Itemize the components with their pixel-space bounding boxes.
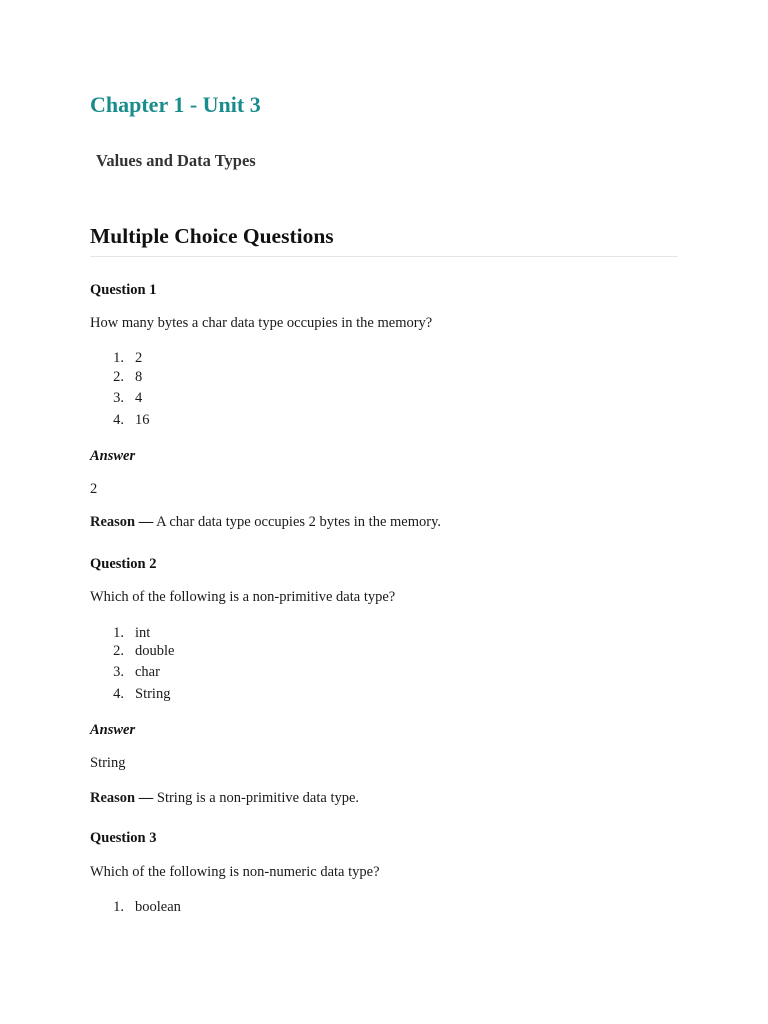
option-number: 1.: [113, 899, 124, 915]
option-text: int: [135, 625, 151, 641]
reason-text: A char data type occupies 2 bytes in the memory.: [153, 514, 442, 530]
option-number: 4.: [113, 412, 124, 428]
question-1-reason: [90, 513, 441, 531]
option-text: 2: [135, 350, 143, 366]
question-2-heading: Question 2: [90, 556, 157, 572]
question-1-heading: Question 1: [90, 282, 157, 298]
section-divider: [90, 256, 678, 257]
option-number: 2.: [113, 369, 124, 385]
question-2-reason: [90, 789, 359, 807]
option-number: 1.: [113, 350, 124, 366]
section-title: Multiple Choice Questions: [90, 224, 334, 248]
option-number: 1.: [113, 625, 124, 641]
question-3-text: Which of the following is non-numeric data type?: [90, 864, 380, 880]
option-text: 8: [135, 369, 143, 385]
option-number: 3.: [113, 664, 124, 680]
option-text: char: [135, 664, 160, 680]
option-text: 4: [135, 390, 143, 406]
question-1-answer-label: Answer: [90, 448, 136, 464]
question-2-answer: String: [90, 755, 126, 771]
option-number: 4.: [113, 686, 124, 702]
unit-subtitle: Values and Data Types: [96, 151, 256, 170]
chapter-title: Chapter 1 - Unit 3: [90, 92, 261, 117]
question-2-text: Which of the following is a non-primitive data type?: [90, 589, 396, 605]
question-3-heading: Question 3: [90, 830, 157, 846]
option-text: 16: [135, 412, 150, 428]
question-1-answer: 2: [90, 481, 98, 497]
question-2-answer-label: Answer: [90, 722, 136, 738]
reason-label: Reason —: [90, 514, 154, 530]
question-1-text: How many bytes a char data type occupies in the memory?: [90, 315, 433, 331]
option-number: 3.: [113, 390, 124, 406]
option-text: boolean: [135, 899, 181, 915]
option-text: double: [135, 643, 175, 659]
reason-text: String is a non-primitive data type.: [153, 790, 360, 806]
option-number: 2.: [113, 643, 124, 659]
option-text: String: [135, 686, 171, 702]
reason-label: Reason —: [90, 790, 154, 806]
